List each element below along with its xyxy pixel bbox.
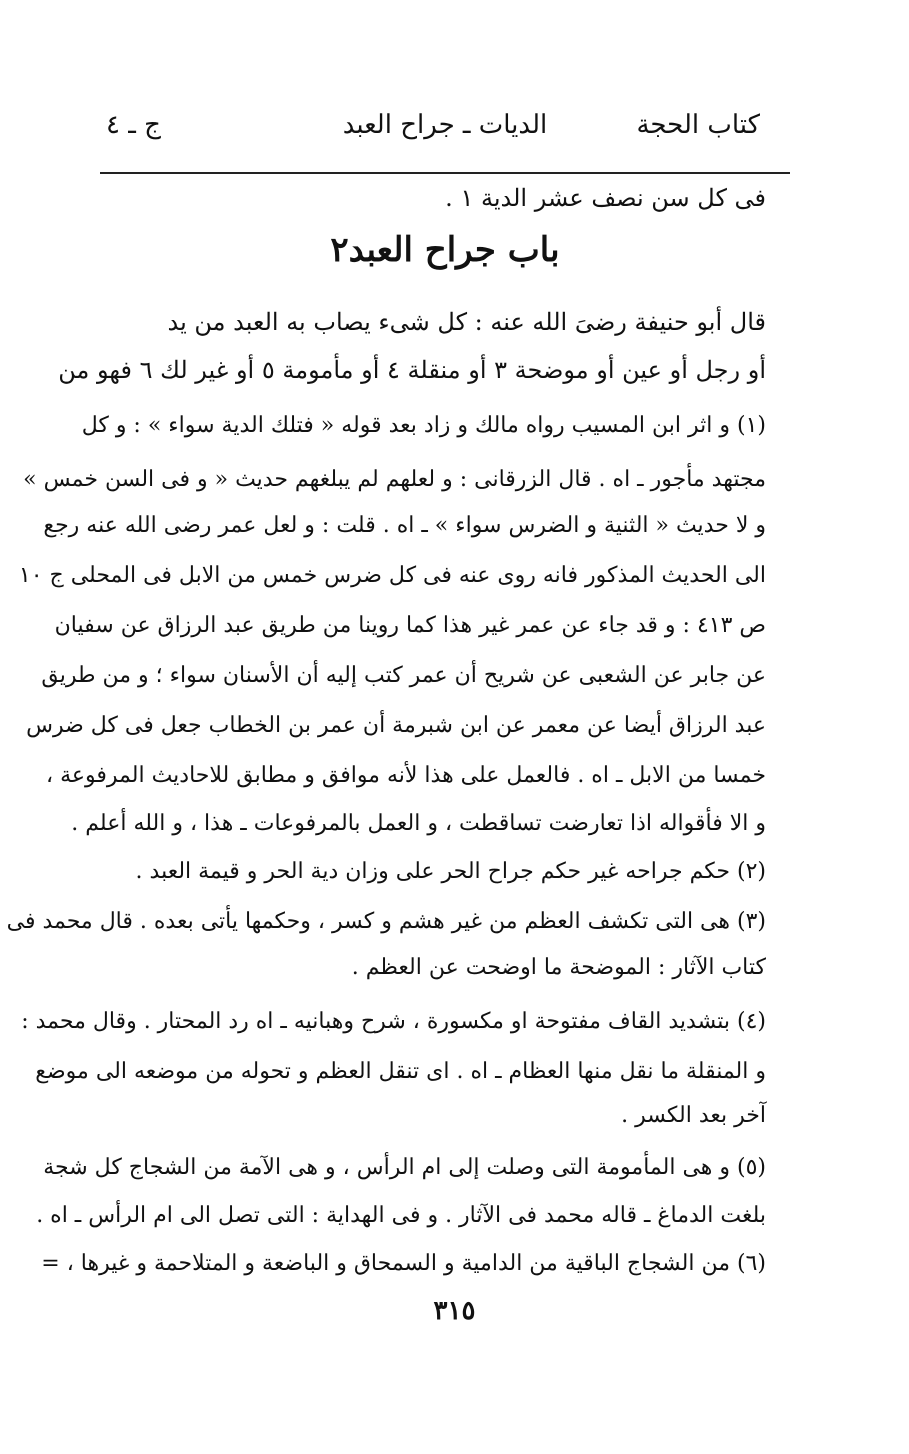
volume-label: ج ـ ٤ xyxy=(106,110,161,140)
footnote-line: ص ٤١٣ : و قد جاء عن عمر غير هذا كما روينا من طريق عبد الرزاق عن سفيان xyxy=(54,613,766,638)
continuation-line: فى كل سن نصف عشر الدية ١ . xyxy=(445,184,766,212)
footnote-line: (٢) حكم جراحه غير حكم جراح الحر على وزان دية الحر و قيمة العبد . xyxy=(135,859,766,884)
section-heading: باب جراح العبد٢ xyxy=(330,230,560,270)
body-line: أو رجل أو عين أو موضحة ٣ أو منقلة ٤ أو مأمومة ٥ أو غير لك ٦ فهو من xyxy=(58,356,766,384)
footnote-line: عن جابر عن الشعبى عن شريح أن عمر كتب إليه أن الأسنان سواء ؛ و من طريق xyxy=(41,663,766,688)
running-header xyxy=(100,108,790,172)
footnote-line: و الا فأقواله اذا تعارضت تساقطت ، و العمل بالمرفوعات ـ هذا ، و الله أعلم . xyxy=(71,811,766,836)
footnote-line: كتاب الآثار : الموضحة ما اوضحت عن العظم . xyxy=(351,955,766,980)
footnote-line: (٥) و هى المأمومة التى وصلت إلى ام الرأس ، و هى الآمة من الشجاج كل شجة xyxy=(43,1155,766,1180)
header-rule xyxy=(100,172,790,174)
footnote-line: مجتهد مأجور ـ اه . قال الزرقانى : و لعلهم لم يبلغهم حديث « و فى السن خمس » xyxy=(23,467,766,492)
page-number: ٣١٥ xyxy=(433,1296,476,1326)
footnote-line: الى الحديث المذكور فانه روى عنه فى كل ضرس خمس من الابل فى المحلى ج ١٠ xyxy=(18,563,766,588)
footnote-line: (١) و اثر ابن المسيب رواه مالك و زاد بعد قوله « فتلك الدية سواء » : و كل xyxy=(81,413,766,438)
footnote-line: (٤) بتشديد القاف مفتوحة او مكسورة ، شرح وهبانيه ـ اه رد المحتار . وقال محمد : xyxy=(21,1009,766,1034)
footnote-line: (٦) من الشجاج الباقية من الدامية و السمحاق و الباضعة و المتلاحمة و غيرها ، = xyxy=(41,1251,766,1276)
chapter-title: الديات ـ جراح العبد xyxy=(342,110,548,140)
footnote-line: خمسا من الابل ـ اه . فالعمل على هذا لأنه موافق و مطابق للاحاديث المرفوعة ، xyxy=(46,763,766,788)
footnote-line: عبد الرزاق أيضا عن معمر عن ابن شبرمة أن عمر بن الخطاب جعل فى كل ضرس xyxy=(26,713,766,738)
footnote-line: آخر بعد الكسر . xyxy=(621,1103,766,1128)
book-title: كتاب الحجة xyxy=(636,110,760,140)
footnote-line: و المنقلة ما نقل منها العظام ـ اه . اى تنقل العظم و تحوله من موضعه الى موضع xyxy=(35,1059,766,1084)
body-line: قال أبو حنيفة رضىَ الله عنه : كل شىء يصاب به العبد من يد xyxy=(167,308,766,336)
footnote-line: و لا حديث « الثنية و الضرس سواء » ـ اه . قلت : و لعل عمر رضى الله عنه رجع xyxy=(43,513,766,538)
footnote-line: بلغت الدماغ ـ قاله محمد فى الآثار . و فى الهداية : التى تصل الى ام الرأس ـ اه . xyxy=(36,1203,766,1228)
footnote-line: (٣) هى التى تكشف العظم من غير هشم و كسر ، وحكمها يأتى بعده . قال محمد فى xyxy=(6,909,766,934)
